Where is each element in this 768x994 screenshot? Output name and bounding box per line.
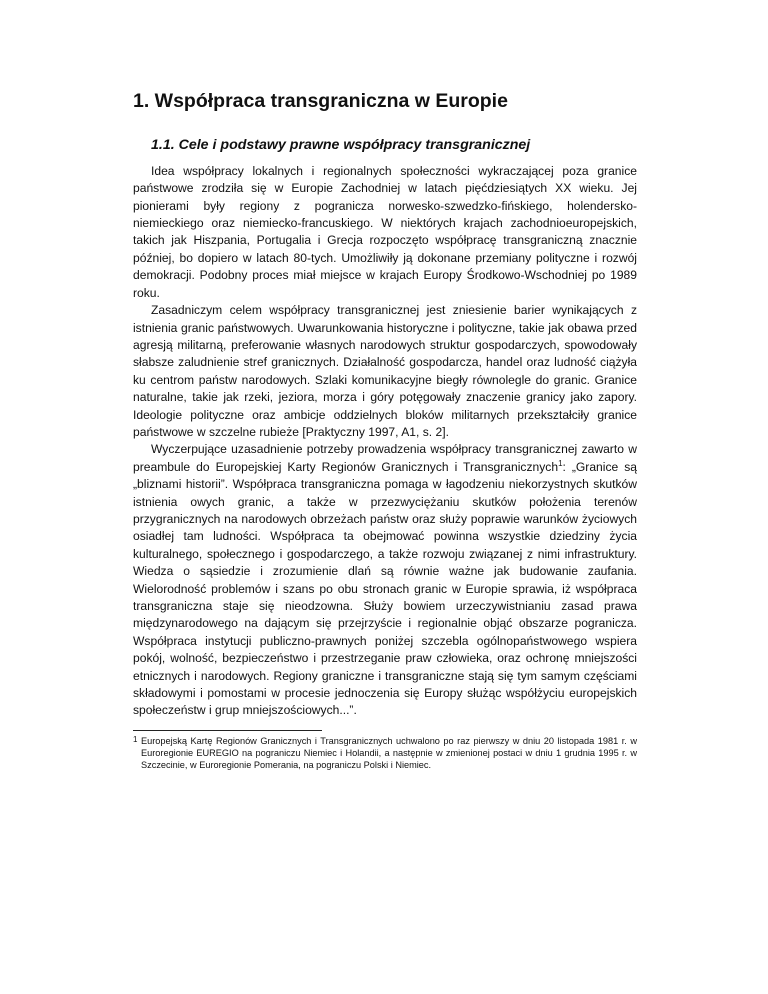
footnote-text: Europejską Kartę Regionów Granicznych i Transgranicznych uchwalono po raz pierwszy w dniu 20 listopada 1981 r. w Euroregionie EUREGIO na pograniczu Niemiec i Holandii, a następnie w zmienionej postaci w dniu 1 grudnia 1995 r. w Szczecinie, w Euroregionie Pomerania, na pograniczu Polski i Niemiec. [141, 735, 637, 771]
paragraph-1: Idea współpracy lokalnych i regionalnych społeczności wykraczającej poza granice państwowe zrodziła się w Europie Zachodniej w latach pięćdziesiątych XX wieku. Jej pionierami były regiony z pogranicza norwesko-szwedzko-fińskiego, holendersko-niemieckiego oraz niemiecko-francuskiego. W niektórych krajach zachodnioeuropejskich, takich jak Hiszpania, Portugalia i Grecja rozpoczęto współpracę transgraniczną znacznie później, bo dopiero w latach 80-tych. Umożliwiły ją dokonane przemiany polityczne i rozwój demokracji. Podobny proces miał miejsce w krajach Europy Środkowo-Wschodniej po 1989 roku. [133, 163, 637, 300]
footnote-reference: 1 [558, 458, 563, 468]
paragraph-3-part-a: Wyczerpujące uzasadnienie potrzeby prowadzenia współpracy transgranicznej zawarto w preambule do Europejskiej Karty Regionów Granicznych i Transgranicznych [133, 442, 637, 474]
paragraph-3-part-b: : „Granice są „bliznami historii”. Współpraca transgraniczna pomaga w łagodzeniu niekorzystnych skutków istnienia owych granic, a także w przezwyciężaniu skutków położenia terenów przygranicznych na narodowych obrzeżach państw oraz służy poprawie warunków życiowych osiadłej tam ludności. Współpraca ta obejmować powinna wszystkie dziedziny życia kulturalnego, społecznego i gospodarczego, a także rozwoju związanej z nimi infrastruktury. Wiedza o sąsiedzie i zrozumienie dlań są równie ważne jak budowanie zaufania. Wielorodność problemów i szans po obu stronach granic w Europie sprawia, iż współpraca transgraniczna staje się nieodzowna. Służy bowiem urzeczywistnianiu zasad prawa międzynarodowego na dającym się przejrzyście i regionalnie objąć obszarze pogranicza. Współpraca instytucji publiczno-prawnych poniżej szczebla ogólnopaństwowego wspiera pokój, wolność, bezpieczeństwo i przestrzeganie praw człowieka, oraz ochronę mniejszości etnicznych i narodowych. Regiony graniczne i transgraniczne stają się tym samym częściami składowymi i pomostami w procesie jednoczenia się Europy służąc współżyciu europejskich społeczeństw i grup mniejszościowych...”. [133, 459, 637, 718]
footnote [133, 735, 637, 772]
document-page [133, 90, 637, 771]
paragraph-2: Zasadniczym celem współpracy transgranicznej jest zniesienie barier wynikających z istnienia granic państwowych. Uwarunkowania historyczne i polityczne, takie jak obawa przed agresją militarną, preferowanie własnych narodowych struktur gospodarczych, spowodowały słabsze zaludnienie stref granicznych. Działalność gospodarcza, handel oraz ludność ciążyła ku centrom państw narodowych. Szlaki komunikacyjne biegły równolegle do granic. Granice naturalne, takie jak rzeki, jeziora, morza i góry potęgowały znaczenie granicy jako zapory. Ideologie polityczne oraz ambicje oddzielnych bloków militarnych przekształciły granice państwowe w szczelne rubieże [Praktyczny 1997, A1, s. 2]. [133, 303, 637, 439]
section-title: 1.1. Cele i podstawy prawne współpracy transgranicznej [151, 137, 531, 154]
footnote-divider [133, 730, 322, 731]
chapter-title: 1. Współpraca transgraniczna w Europie [133, 90, 508, 112]
paragraph-3 [133, 441, 637, 720]
footnote-mark: 1 [133, 734, 138, 744]
